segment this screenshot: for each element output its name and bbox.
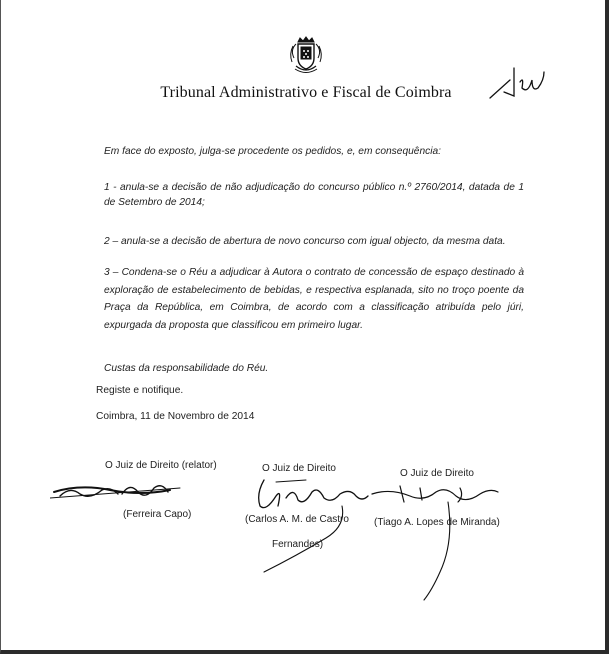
- signature-name-1: (Ferreira Capo): [123, 509, 192, 520]
- signature-role-1: O Juiz de Direito (relator): [105, 460, 217, 471]
- coat-of-arms-icon: [286, 36, 326, 76]
- ruling-intro: Em face do exposto, julga-se procedente os pedidos, e, em consequência:: [104, 146, 441, 157]
- costs-line: Custas da responsabilidade do Réu.: [104, 363, 269, 374]
- signature-name-2-cont: Fernandes): [272, 539, 324, 550]
- place-date: Coimbra, 11 de Novembro de 2014: [96, 411, 255, 422]
- signature-1: [50, 476, 190, 506]
- signature-role-2: O Juiz de Direito: [262, 463, 336, 474]
- ruling-item-1: 1 - anula-se a decisão de não adjudicação do concurso público n.º 2760/2014, datada de 1 de Setembro de 2014;: [104, 182, 524, 208]
- ruling-item-3: 3 – Condena-se o Réu a adjudicar à Autora o contrato de concessão de espaço destinado à exploração de estabelecimento de bebidas, e respectiva esplanada, sito no troço poente da Praça da República, em Coimbra, de acordo com a classificação atribuída pelo júri, expurgada da proposta que classificou em primeiro lugar.: [104, 267, 524, 331]
- court-title: Tribunal Administrativo e Fiscal de Coimbra: [160, 84, 452, 101]
- signature-name-2: (Carlos A. M. de Castro: [245, 514, 349, 525]
- signature-role-3: O Juiz de Direito: [400, 468, 474, 479]
- register-line: Registe e notifique.: [96, 385, 184, 396]
- signature-name-3: (Tiago A. Lopes de Miranda): [374, 517, 500, 528]
- handwritten-initials-icon: [488, 62, 556, 102]
- signature-3: [370, 482, 510, 602]
- ruling-item-2: 2 – anula-se a decisão de abertura de novo concurso com igual objecto, da mesma data.: [104, 236, 506, 247]
- signature-2: [246, 476, 376, 576]
